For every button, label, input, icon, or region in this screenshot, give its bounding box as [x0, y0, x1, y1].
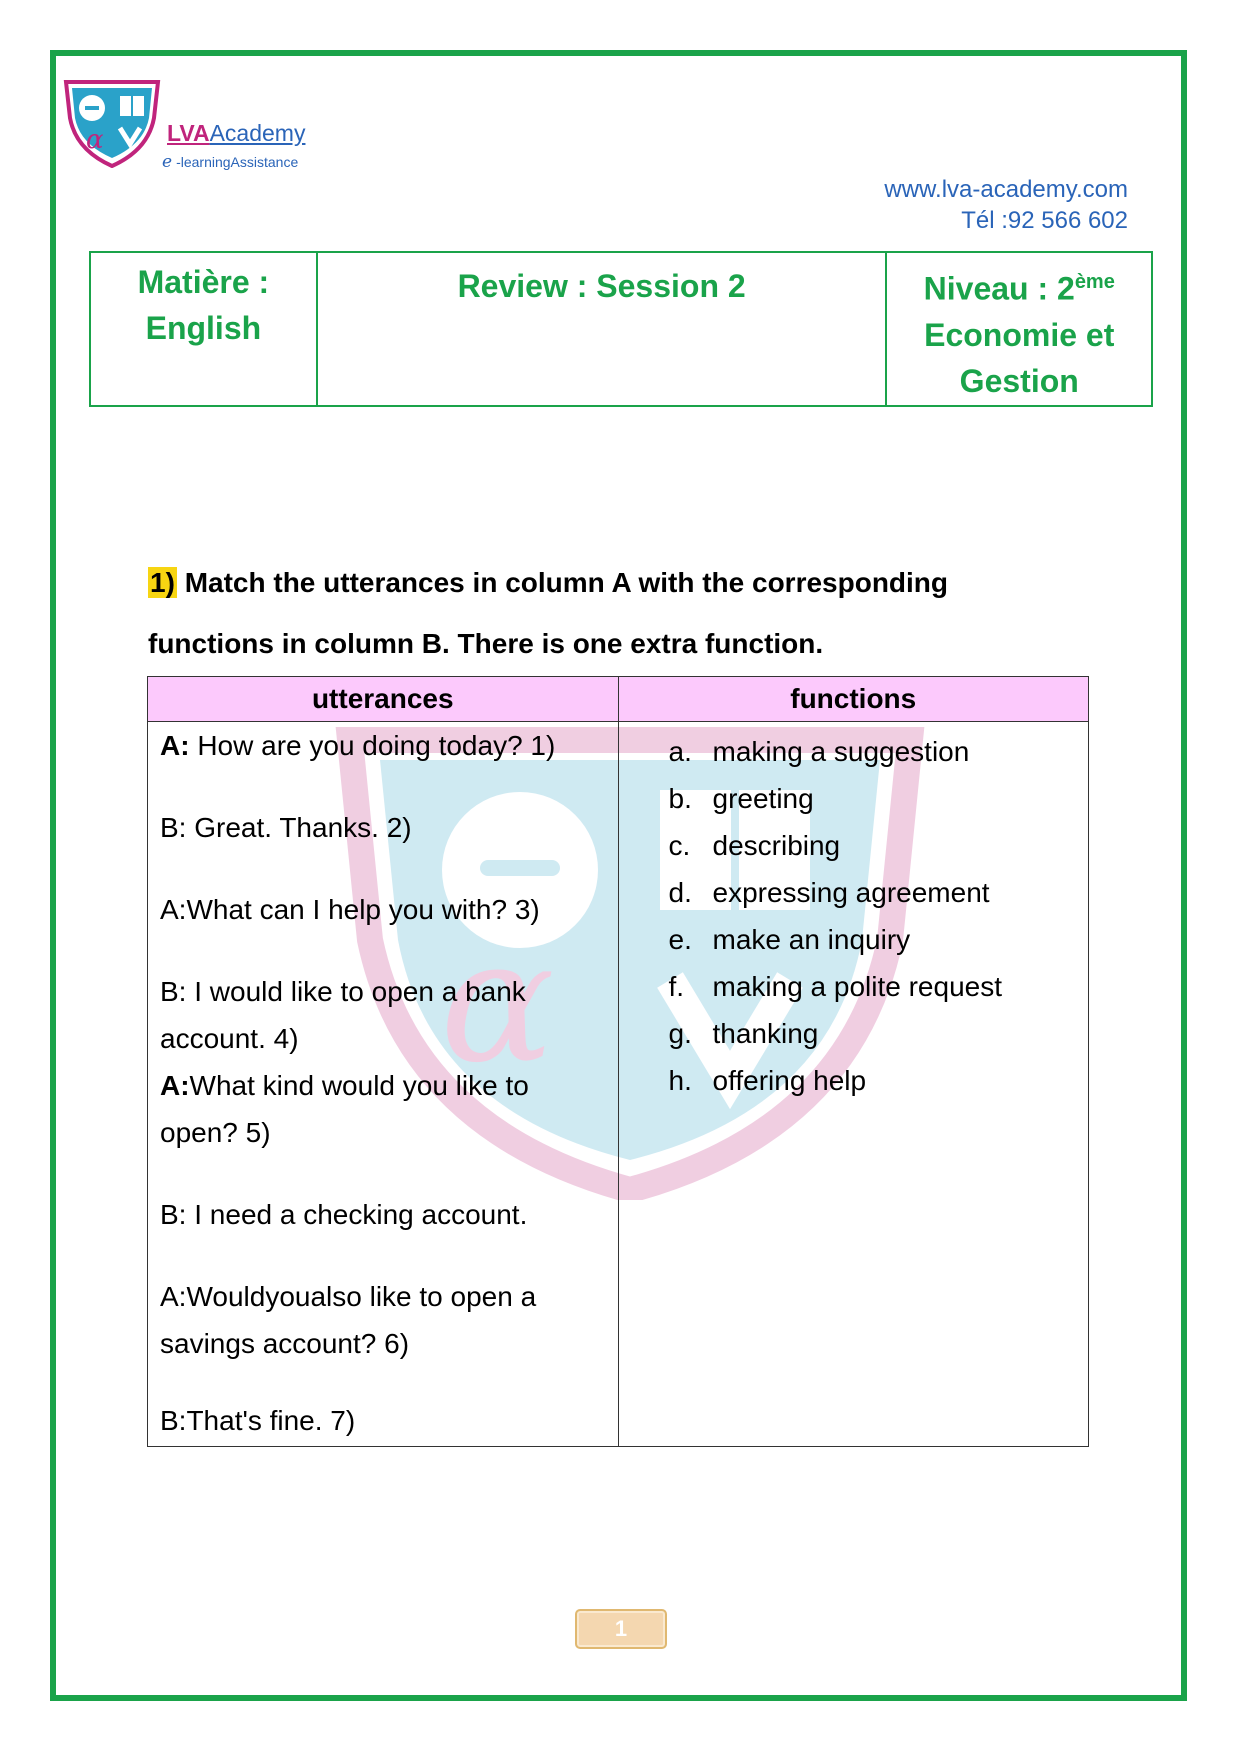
- utterance-line: account. 4): [160, 1023, 299, 1054]
- utterance-line: B:That's fine. 7): [160, 1405, 356, 1436]
- website-link[interactable]: www.lva-academy.com: [884, 176, 1128, 203]
- subject-label: Matière :: [137, 264, 270, 300]
- title-cell: [317, 252, 887, 406]
- utterance-line: A:What kind would you like to: [160, 1070, 529, 1101]
- brand-tagline: e -learningAssistance: [162, 152, 299, 172]
- phone-number: Tél :92 566 602: [961, 207, 1128, 234]
- functions-cell: [618, 722, 1089, 1447]
- question-number: 1): [150, 567, 175, 598]
- page-number: 1: [575, 1609, 667, 1649]
- page-title: Review : Session 2: [457, 268, 746, 304]
- list-item: e. make an inquiry: [668, 924, 911, 955]
- list-item: f. making a polite request: [668, 971, 1003, 1002]
- functions-list: [619, 722, 1089, 1104]
- utterance-line: A: How are you doing today? 1): [160, 730, 556, 761]
- instruction-line2: functions in column B. There is one extra function.: [148, 628, 824, 659]
- subject-cell: [90, 252, 317, 406]
- level-label: Niveau : 2ème: [923, 270, 1115, 307]
- brand-name: LVAAcademy: [167, 120, 306, 146]
- utterance-line: B: Great. Thanks. 2): [160, 812, 412, 843]
- level-cell: [886, 252, 1152, 406]
- list-item: b. greeting: [668, 783, 814, 814]
- list-item: c. describing: [668, 830, 841, 861]
- utterances-cell: [148, 722, 619, 1447]
- lva-shield-logo-icon: [58, 78, 168, 168]
- svg-text:α: α: [440, 903, 555, 1101]
- level-line2: Economie et: [924, 316, 1115, 353]
- contact-info: [884, 174, 1128, 236]
- level-line3: Gestion: [959, 362, 1079, 399]
- list-item: d. expressing agreement: [668, 877, 990, 908]
- matching-table: [147, 676, 1089, 1447]
- instruction: [148, 552, 1108, 674]
- svg-text:α: α: [86, 125, 104, 155]
- utterance-line: B: I would like to open a bank: [160, 976, 526, 1007]
- list-item: g. thanking: [668, 1018, 819, 1049]
- header-table: [89, 251, 1153, 407]
- list-item: a. making a suggestion: [668, 736, 970, 767]
- utterance-line: savings account? 6): [160, 1328, 410, 1359]
- utterance-line: B: I need a checking account.: [160, 1199, 528, 1230]
- header-utterances: utterances: [148, 677, 619, 722]
- utterance-line: A:Wouldyoualso like to open a: [160, 1281, 537, 1312]
- utterance-line: A:What can I help you with? 3): [160, 894, 540, 925]
- list-item: h. offering help: [668, 1065, 867, 1096]
- header-functions: functions: [618, 677, 1089, 722]
- subject-value: English: [145, 310, 262, 346]
- utterance-line: open? 5): [160, 1117, 271, 1148]
- instruction-line1: Match the utterances in column A with the corresponding: [184, 567, 949, 598]
